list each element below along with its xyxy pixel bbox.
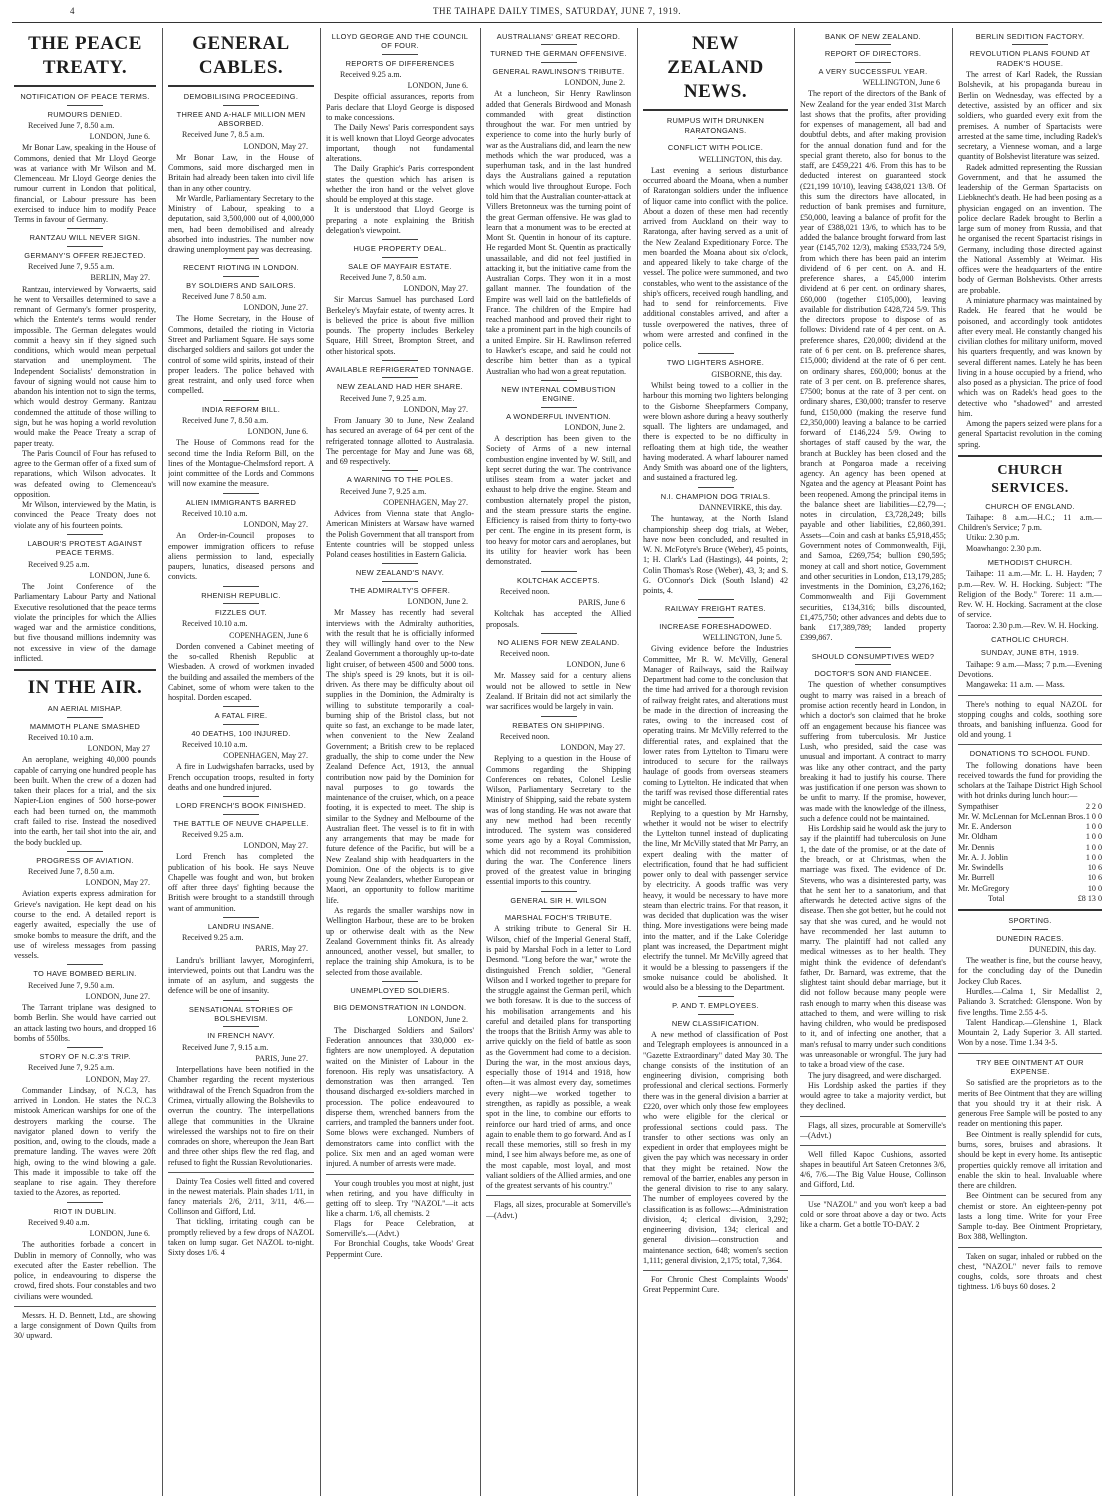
- paragraph: The jury disagreed, and were discharged.: [808, 1070, 942, 1080]
- dateline: LONDON, June 2.: [407, 1014, 468, 1024]
- donation-row: Mr. Dennis 1 0 0: [958, 842, 1102, 852]
- paragraph: Radek admitted representing the Russian Government, and that he assumed the leadership of the German Spartacists on Liebknecht's death. He had been posing as a physician engaged on an invention. The police declare Radek brought to Berlin a large sum of money from Russia, and that he organised the recent Spartacist risings in Germany, including those directed against the National Assembly at Weimar. His offices were the headquarters of the entire body of German Bolshevists. Other arrests are probable.: [958, 162, 1102, 295]
- subhead: DOCTOR'S SON AND FIANCEE.: [814, 669, 932, 679]
- dateline: WELLINGTON, June 5.: [702, 633, 782, 643]
- paragraph: Advices from Vienna state that Anglo-American Ministers at Warsaw have warned the Polish Government that all transport from Entente countries will be stopped unless Poland ceases hostilities in Eastern Galicia.: [326, 509, 474, 560]
- subhead: A FATAL FIRE.: [214, 711, 268, 721]
- page-number: 4: [70, 6, 75, 16]
- advertisement: Use "NAZOL" and you won't keep a bad cold or sore throat above a day or two. Acts like a charm. Get a bottle TO-DAY. 2: [800, 1199, 946, 1229]
- paragraph: The Home Secretary, in the House of Commons, detailed the rioting in Victoria Street and Parliament Square. He says some discharged soldiers and sailors got under the control of some wild spirits, instead of their proper leaders. The police behaved with great restraint, and only used force when compelled.: [168, 314, 314, 396]
- subhead: TWO LIGHTERS ASHORE.: [666, 358, 765, 368]
- paragraph: The Daily Graphic's Paris correspondent states the question which has arisen is whether the iron hand or the velvet glove should be employed at this stage.: [326, 164, 474, 205]
- subhead: LLOYD GEORGE AND THE COUNCIL OF FOUR.: [331, 32, 469, 51]
- dateline: PARIS, June 6: [578, 598, 625, 608]
- subhead: TRY BEE OINTMENT AT OUR EXPENSE.: [976, 1057, 1084, 1076]
- received-line: Received 10.10 a.m.: [28, 733, 94, 743]
- subhead: CONFLICT WITH POLICE.: [667, 143, 764, 153]
- subhead: MAMMOTH PLANE SMASHED: [29, 721, 141, 731]
- paragraph: A description has been given to the Society of Arms of a new internal combustion engine invented by W. Still, and kept secret during the war. The contrivance utilises steam from a water jacket and exhaust to help drive the engine. Steam and combustion alternately propel the piston, and the steam pressure starts the engine. Efficiency is raised from thirty to forty-two per cent. The engine in its present form, is too heavy for motor cars and aeroplanes, but its utility for heavier work has been demonstrated.: [486, 434, 631, 567]
- subhead: STORY OF N.C.3'S TRIP.: [39, 1052, 131, 1062]
- column-7: [958, 28, 1102, 1498]
- subhead: MARSHAL FOCH'S TRIBUTE.: [504, 913, 613, 923]
- received-line: Received June 7, 8.50 a.m.: [28, 867, 115, 877]
- paragraph: Moawhango: 2.30 p.m.: [966, 543, 1042, 553]
- received-line: Received June 7, 8.5 a.m.: [182, 130, 265, 140]
- subhead: NO ALIENS FOR NEW ZEALAND.: [497, 637, 620, 647]
- paragraph: The Daily News' Paris correspondent says it is well known that Lloyd George advocates important, though not fundamental alterations.: [326, 123, 474, 164]
- received-line: Received June 7, 8.50 a.m.: [340, 272, 427, 282]
- paragraph: Mr Wilson, interviewed by the Matin, is convinced the Peace Treaty does not violate any of his fourteen points.: [14, 500, 156, 530]
- column-rule: [794, 28, 795, 1496]
- received-line: Received June 7, 9.55 a.m.: [28, 262, 115, 272]
- subhead: THE ADMIRALTY'S OFFER.: [349, 585, 451, 595]
- dateline: LONDON, June 6.: [89, 1229, 150, 1239]
- column-rule: [162, 28, 163, 1496]
- received-line: Received June 7, 9.50 a.m.: [28, 980, 115, 990]
- paragraph: The arrest of Karl Radek, the Russian Bolshevik, at his propaganda bureau in Berlin on Wednesday, was effected by a detective, assisted by an officer and six soldiers, who guarded every exit from the premises. A number of Spartacists were arrested at the same time, including Radek's secretary, a Viennese woman, and a large quantity of Bolshevist literature was seized.: [958, 70, 1102, 162]
- subhead: THE BATTLE OF NEUVE CHAPELLE.: [173, 818, 309, 828]
- received-line: Received 9.25 a.m.: [28, 559, 90, 569]
- subhead: REPORT OF DIRECTORS.: [824, 49, 922, 59]
- paragraph: Despite official assurances, reports from Paris declare that Lloyd George is disposed to make concessions.: [326, 92, 474, 123]
- subhead: INCREASE FORESHADOWED.: [659, 621, 772, 631]
- heading-peace-treaty: THE PEACE TREATY.: [28, 33, 142, 79]
- paragraph: His Lordship said he would ask the jury to say if the plaintiff had tuberculosis on June 1, the date of the promise, or at the date of the breach, or at Christmas, when the marriage was fixed. The evidence of Dr. Stevens, who was a disinterested party, was that he sent her to a sanatorium, and that afterwards he detected active signs of the disease. Then she got better, but he could not say that she was cured, and he would not have recommended her last autumn to marry. The plaintiff had not called any medical witnesses as to her health. They might think the evidence of defendant's father, Dr. Barnard, was extreme, that the slightest taint should debar marriage, but it did not follow because many people were rash enough to marry when this disease was attached to them, and were willing to risk having children, who would be predisposed to it, and of infecting one another, that a man's refusal to marry under such conditions was unreasonable or wrongful. The jury had to take a broad view of the case.: [800, 824, 946, 1070]
- dateline: LONDON, June 27.: [85, 991, 150, 1001]
- subhead: GENERAL SIR H. WILSON: [510, 895, 607, 905]
- dateline: LONDON, June 6.: [407, 81, 468, 91]
- paragraph: Mr Massey has recently had several interviews with the Admiralty authorities, with the result that he is officially informed they will willingly hand over to the New Zealand Government a thoroughly up-to-date light cruiser, of between 4500 and 5000 tons. The ship's speed is 29 knots, but it is oil-driven. As there may be difficulty about oil supplies in the Dominion, the Admiralty is willing to substitute temporarily a coal-burning ship of the Bristol class, but not quite so fast, an exchange to be made later, when convenient to the New Zealand Government; a British crew to be replaced gradually, the ship to come under the New Zealand Defence Act, 1913, the annual contribution now paid by the Dominion for naval purposes to go towards the maintenance of the cruiser, which, on a peace footing, it is expected to meet. The ship is similar to the Sydney and Melbourne of the Australian fleet. The vessel is to fit in with any arrangements that may be made for future defence of the Pacific, but will be a New Zealand ship with headquarters in the Dominion. One of the objects is to give young New Zealanders, whether European or Maori, an opportunity to follow maritime life.: [326, 608, 474, 905]
- advertisement: For Chronic Chest Complaints Woods' Great Peppermint Cure.: [643, 1275, 788, 1295]
- paragraph: Dorden convened a Cabinet meeting of the so-called Rhenish Republic at Wiesbaden. A crowd of workmen invaded the building and assailed the members of the Cabinet, some of whom were taken to the hospital. Dorden escaped.: [168, 641, 314, 703]
- subhead: NEW ZEALAND HAD HER SHARE.: [336, 382, 464, 392]
- received-line: Received 10.10 a.m.: [182, 619, 248, 629]
- donation-row: Mr. Swindells 10 6: [958, 863, 1102, 873]
- paragraph: Mr. Massey said for a century aliens would not be allowed to settle in New Zealand. If Britain did not act similarly the war sacrifices would be largely in vain.: [486, 671, 631, 712]
- paragraph: From January 30 to June, New Zealand has secured an average of 64 per cent of the refrigerated tonnage allotted to Australasia. The percentage for May and June was 68, and 69 respectively.: [326, 415, 474, 467]
- subhead: GENERAL RAWLINSON'S TRIBUTE.: [492, 66, 625, 76]
- column-rule: [952, 28, 953, 1496]
- received-line: Received 9.25 a.m.: [182, 830, 244, 840]
- top-rule: [12, 22, 1102, 23]
- advertisement: Your cough troubles you most at night, just when retiring, and you have difficulty in getting off to sleep. Try "NAZOL"—it acts like a charm. 1/6, all chemists. 2: [326, 1178, 474, 1218]
- dateline: COPENHAGEN, June 6: [229, 630, 308, 640]
- masthead-title: THE TAIHAPE DAILY TIMES, SATURDAY, JUNE 7, 1919.: [433, 6, 681, 16]
- received-line: Received noon.: [500, 586, 550, 596]
- advertisement: For Bronchial Coughs, take Woods' Great Peppermint Cure.: [326, 1239, 474, 1259]
- dateline: PARIS, June 27.: [255, 1054, 308, 1064]
- subhead: RECENT RIOTING IN LONDON.: [183, 263, 299, 273]
- dateline: WELLINGTON, June 6: [862, 78, 940, 88]
- column-4: [486, 28, 631, 1498]
- dateline: LONDON, June 2.: [564, 422, 625, 432]
- subhead: RHENISH REPUBLIC.: [201, 590, 281, 600]
- subhead: AVAILABLE REFRIGERATED TONNAGE.: [326, 364, 474, 374]
- dateline: LONDON, May 27.: [243, 841, 308, 851]
- subhead: N.I. CHAMPION DOG TRIALS.: [660, 491, 771, 501]
- received-line: Received 9.40 a.m.: [28, 1218, 90, 1228]
- subhead: TO HAVE BOMBED BERLIN.: [33, 969, 137, 979]
- donation-row: Mr. A. J. Joblin 1 0 0: [958, 852, 1102, 862]
- subhead: NEW INTERNAL COMBUSTION ENGINE.: [501, 384, 616, 404]
- column-2: [168, 28, 314, 1498]
- dateline: LONDON, June 6: [566, 660, 625, 670]
- subhead: A WONDERFUL INVENTION.: [506, 411, 611, 421]
- subhead: NEW CLASSIFICATION.: [671, 1018, 760, 1028]
- subhead: ALIEN IMMIGRANTS BARRED: [185, 497, 297, 507]
- advertisement: Dainty Tea Cosies well fitted and covered in the newest materials. Plain shades 1/11, in fancy materials 2/6, 2/11, 3/11, 4/6.—Collinson and Gifford, Ltd.: [168, 1176, 314, 1217]
- subhead: RIOT IN DUBLIN.: [53, 1206, 117, 1216]
- received-line: Received June 7, 9.25 a.m.: [340, 486, 427, 496]
- subhead: HUGE PROPERTY DEAL.: [353, 244, 447, 254]
- subhead: DUNEDIN RACES.: [996, 933, 1064, 943]
- paragraph: Utiku: 2.30 p.m.: [966, 533, 1020, 543]
- paragraph: Taihape: 11 a.m.—Mr. L. H. Hayden; 7 p.m.—Rev. W. H. Hocking. Subject: "The Religion of the Body." Torere: 11 a.m.—Rev. W. H. Hocking. Sacrament at the close of service.: [958, 569, 1102, 620]
- received-line: Received 10.10 a.m.: [182, 509, 248, 519]
- paragraph: Whilst being towed to a collier in the harbour this morning two lighters belonging to the Gisborne Sheepfarmers Company, were blown ashore during a heavy southerly squall. The lighters are undamaged, and there is expected to be no difficulty in refloating them at high tide, the weather having moderated. A wharf labourer named Andy Smith was aboard one of the lighters, and sustained a fractured leg.: [643, 381, 788, 483]
- column-1: [14, 28, 156, 1498]
- paragraph: A striking tribute to General Sir H. Wilson, chief of the Imperial General Staff, is paid by Marshal Foch in a letter to Lord Desmond. "Long before the war," wrote the distinguished French soldier, "General Wilson and I worked together to prepare for the struggle against the German peril, which we both foresaw. It is due to the success of his mobilisation arrangements and his careful and detailed plans for transporting the troops that the British Army was able to arrive quickly on the field of battle as soon as the Government had come to a decision. During the war, in the most anxious days, especially those of 1914 and 1918, how often—it was almost every day, sometimes every night—we worked together to strengthen, as rapidly as possible, a weak spot in the line, to combine our efforts to reinforce our hard tried of arms, and once again to enable them to go forward. And as I recall these memories, still so fresh in my mind, I see him always before me, as one of the most capable, most loyal, and most valiant soldiers of the Allied armies, and one of the greatest servants of his country.": [486, 924, 631, 1191]
- paragraph: Giving evidence before the Industries Committee, Mr R. W. McVilly, General Manager of Railways, said the Railway Department had come to the conclusion that the time had arrived for a thorough revision of railway freight rates, and alterations must be made in the direction of increasing the rates, owing to the increased cost of operating trains. Mr McVilly referred to the differential rates, and explained that the lower rates from Lyttelton to Timaru were introduced to secure for the railways haulage of goods from overseas steamers coming to Lyttelton. He indicated that when the tariff was revised those differential rates might be cancelled.: [643, 644, 788, 808]
- dateline: LONDON, May 27.: [403, 284, 468, 294]
- paragraph: Replying to a question by Mr Harnsby, whether it would not be wiser to electrify the Lyttelton tunnel instead of duplicating the line, Mr McVilly stated that Mr Parry, an expert dealing with the matter of electrification, found that he had sufficient power only to deal with passenger service by electricity. A goods traffic was very heavy, it would be necessary to have more steam than electric trains. For that reason, it was decided that duplication was the wiser thing. More investigations were being made into the matter, and if the Lake Coleridge plant was increased, the Department might electrify the tunnel. Mr McVilly agreed that it would be a blessing to passengers if the smoke nuisance could be abolished. It would also be a blessing to the Department.: [643, 808, 788, 993]
- paragraph: Replying to a question in the House of Commons regarding the Shipping Conferences on rebates, Colonel Leslie Wilson, Parliamentary Secretary to the Ministry of Shipping, said the rebate system was of long standing. He was not aware that any new method had been recently introduced. The system was considered some years ago by a Royal Commission, which did not recommend its prohibition during the war. The Conference liners proved of the greatest value in bringing essential imports to this country.: [486, 754, 631, 887]
- subhead: INDIA REFORM BILL.: [201, 404, 281, 414]
- received-line: Received June 7, 8.50 a.m.: [182, 416, 269, 425]
- paragraph: The Discharged Soldiers and Sailors' Federation announces that 330,000 ex-fighters are now unemployed. A deputation waited on the Minister of Labour in the forenoon. His reply was unsatisfactory. A demonstration was then arranged. Ten thousand discharged ex-soldiers marched in procession. The police endeavoured to disperse them, wrenched banners from the carriers, and trampled the banners under foot. Some blows were exchanged. Numbers of demonstrators came into conflict with the police. Six men and an aged woman were injured. A number of arrests were made.: [326, 1025, 474, 1169]
- paragraph: Taihape: 8 a.m.—H.C.; 11 a.m.—Children's Service; 7 p.m.: [958, 512, 1102, 533]
- subhead: AN AERIAL MISHAP.: [47, 704, 123, 714]
- paragraph: The Paris Council of Four has refused to agree to the German offer of a fixed sum of reparations, which Wilson advocates. It was defeated owing to Clemenceau's opposition.: [14, 448, 156, 499]
- donation-row: Mr. McGregory 10 0: [958, 883, 1102, 893]
- subhead: RUMOURS DENIED.: [47, 109, 123, 119]
- subhead: SPORTING.: [1008, 916, 1052, 926]
- dateline: DUNEDIN, this day.: [1028, 945, 1096, 955]
- column-3: [326, 28, 474, 1498]
- column-rule: [637, 28, 638, 1496]
- received-line: Received June 7, 8.50 a.m.: [28, 121, 115, 131]
- dateline: LONDON, May 27: [87, 744, 150, 754]
- paragraph: The Joint Conference of the Parliamentary Labour Party and National Executive resolutioned that the peace terms violate the principles for which the Allies waged war and the armistice conditions, but five thousand millions indemnity was not excessive in view of the damage inflicted.: [14, 582, 156, 663]
- dateline: LONDON, June 6.: [247, 427, 308, 437]
- received-line: Received June 7, 9.25 a.m.: [340, 393, 427, 403]
- dateline: PARIS, May 27.: [255, 944, 308, 954]
- subhead: DEMOBILISING PROCEEDING.: [183, 92, 299, 102]
- paragraph: So satisfied are the proprietors as to the merits of Bee Ointment that they are willing that you should try it at their risk. A generous Free Sample will be posted to any reader on mentioning this paper.: [958, 1078, 1102, 1129]
- subhead: CATHOLIC CHURCH.: [991, 634, 1069, 644]
- subhead: 40 DEATHS, 100 INJURED.: [191, 728, 291, 738]
- dateline: COPENHAGEN, May 27.: [223, 751, 308, 761]
- subhead: DONATIONS TO SCHOOL FUND.: [969, 749, 1091, 759]
- received-line: Received noon.: [500, 731, 550, 741]
- paragraph: Mr Bonar Law, in the House of Commons, said more discharged men in Britain had already been taken into civil life than in any other country.: [168, 152, 314, 193]
- paragraph: Interpellations have been notified in the Chamber regarding the recent mysterious withdrawal of the French Squadron from the Crimea, virtually allowing the Bolsheviks to overrun the country. The interpellations allege that communities in the Ukraine wirelessed the warships not to fire on their comrades on shore, whereupon the Jean Bart and three other ships flew the red flag, and refused to fight the Russian Revolutionaries.: [168, 1065, 314, 1167]
- paragraph: Lord French has completed the publication of his book. He says Neuve Chapelle was fought and won, but broken off after three days' fighting because the British were brought to a standstill through want of ammunition.: [168, 852, 314, 913]
- paragraph: Mr Bonar Law, speaking in the House of Commons, denied that Mr Lloyd George was at variance with Mr Wilson and M. Clemenceau. Mr Lloyd George denies the rumour current in London that political, financial, or Labour pressure has been exercised to induce him to modify Peace Terms in favour of Germany.: [14, 143, 156, 225]
- column-6: [800, 28, 946, 1498]
- dateline: LONDON, May 27.: [243, 520, 308, 530]
- advertisement: Well filled Kapoc Cushions, assorted shapes in beautiful Art Sateen Cretonnes 3/6, 4/6, 7/6.—The Big Value House, Collinson and Gifford, Ltd.: [800, 1149, 946, 1190]
- donation-row: Sympathiser 2 2 0: [958, 801, 1102, 811]
- paragraph: An aeroplane, weighing 40,000 pounds capable of carrying one hundred people has been built. When the crew of a dozen had taken their places for a trial, and the six Napier-Lion engines of 500 horse-power each had been turned on, the mammoth craft failed to rise. Instead the nosedived into the earth, her tail shot into the air, and the body buckled up.: [14, 755, 156, 847]
- subhead: KOLTCHAK ACCEPTS.: [517, 575, 600, 585]
- dateline: GISBORNE, this day.: [711, 369, 782, 379]
- paragraph: Commander Lindsay, of N.C.3, has arrived in London. He states the N.C.3 mistook American warships for one of the destroyers marking the course. The navigator planed down to verify the position, and, owing to the clouds, made a premature landing. The waves were 20ft high, owing to the wind blowing a gale. This made it impossible to take off the seaplane to rise again. They therefore taxied to the Azores, as reported.: [14, 1085, 156, 1198]
- paragraph: At a luncheon, Sir Henry Rawlinson added that Generals Birdwood and Monash commanded with great distinction throughout the war. For men untried by experience to come into the hurly burly of war as the Australians did, and learn the new methods which the war produced, was a superhuman task, and in the last hundred days the Australians gained a reputation which would live throughout Europe. Foch told him that the Australian counter-attack at Villers Bretonneux was the turning point of the great German offensive. He was glad to learn that a monument was to be erected at Mont St. Quentin in honour of its capture. He regarded Mont St. Quentin as practically unassailable, and did not feel justified in attacking it, but the initiative came from the Australian Corps. They won it in a most gallant manner. The foundation of the Empire was well laid on the battlefields of France. The children of the Empire had reached manhood and proved their right to take a prominent part in the high councils of a united Empire. Sir H. Rawlinson referred to Hawker's escape, and said he could not describe him better than as a typical Australian who had won a great reputation.: [486, 89, 631, 376]
- paragraph: Landru's brilliant lawyer, Moroginferri, interviewed, points out that Landru was the inmate of an asylum, and suggests the defence will be one of insanity.: [168, 955, 314, 996]
- subhead: SALE OF MAYFAIR ESTATE.: [348, 261, 452, 271]
- dateline: LONDON, May 27.: [560, 743, 625, 753]
- paragraph: Last evening a serious disturbance occurred aboard the Moana, when a number of Raratongan soldiers under the influence of liquor came into conflict with the police. About a dozen of these men had recently arrived from Auckland on their way to Raratonga, after having served as a unit of the New Zealand Expeditionary Force. The men boarded the Moana about six o'clock, and appeared likely to take charge of the vessel. The police were summoned, and two constables, who went to the assistance of the ship's officers, received rough handling, and had to send for reinforcements. Five additional constables arrived, and after a tussle overpowered the natives, three of whom were arrested and confined in the police cells.: [643, 165, 788, 350]
- paragraph: Sir Marcus Samuel has purchased Lord Berkeley's Mayfair estate, of twenty acres. It is believed the price is about five million pounds. The property includes Berkeley Square, Hill Street, Brompton Street, and other historical spots.: [326, 295, 474, 356]
- donation-list: [958, 802, 1102, 905]
- subhead: RANTZAU WILL NEVER SIGN.: [29, 233, 141, 243]
- paragraph: Taihape: 9 a.m.—Mass; 7 p.m.—Evening Devotions.: [958, 659, 1102, 680]
- paragraph: The report of the directors of the Bank of New Zealand for the year ended 31st March last shows that the profits, after providing for expenses of management, all bad and doubtful debts, and after making provision for the annual donation fund and for the special grant thereto, also for bonus to the staff, are £459,221 4/6. From this has to be deducted interest on guaranteed stock (£21,199 10/10), leaving £438,021 13/8. Of this sum the directors have allocated, in reduction of bank premises and furniture, £50,000, leaving a balance of profit for the year of £388,021 13/6, to which has to be added the balance brought forward from last year (£145,702 12/3), making £533,724 5/9, from which there has been paid an interim dividend of 6 per cent. on A. and H. preference shares, a £45,000 interim dividend at 6 per cent. on ordinary shares, £60,000 (together £105,000), leaving available for distribution £428,724 5/9. This the directors propose to dispose of as follows: Dividend rate of 4 per cent. on A. preference shares, £20,000; dividend at the rate of 6 per cent. on B. preference shares, £15,000; dividend at the rate of 6 per cent. on ordinary shares, £60,000; bonus at the rate of 3 per cent. on B. preference shares, £7500; bonus at the rate of 3 per cent. on ordinary shares, £30,000; transfer to reserve fund, £150,000 (making the reserve fund £2,350,000) leaving a balance to be carried forward of £146,224 5/9. Owing to shortages of staff caused by the war, the branch at Buckley has been closed and the branch at Pongaroa made a receiving agency. An agency has been opened at Ngatea and the agency at Pleasant Point has been reopened. Among the principal items in the balance sheet are liabilities—£2,79—; notes in circulation, £3,728,249; bills payable and other liabilities, £2,860,391. Assets—Coin and cash at banks £5,918,455; Government notes of Commonwealth, Fiji, and Samoa, £269,754; bullion £90,595; money at call and short notice, Government and other securities in London, £13,179,285; investments in the Dominion, £3,276,162; Commonwealth and Fiji Government securities, £134,316; bills discounted, £1,475,750; other advances and debts due to bank £17,389,789; landed property £399,867.: [800, 89, 946, 643]
- paragraph: A miniature pharmacy was maintained by Radek. He feared that he would be poisoned, and accordingly took antidotes after every meal. He constantly changed his civilian clothes for military uniform, moved his quarters frequently, and was known by several different names. Lately he has been living in a house occupied by a friend, who also posed as a physician. The price of food which was on Radek's head goes to the detective who "shadowed" and arrested him.: [958, 296, 1102, 418]
- paragraph: His Lordship asked the parties if they would agree to take a majority verdict, but they declined.: [800, 1080, 946, 1111]
- donation-row: Mr. W. McLennan for McLennan Bros. 1 0 0: [958, 811, 1102, 821]
- heading-general-cables: GENERAL CABLES.: [192, 33, 290, 79]
- dateline: LONDON, May 27.: [403, 404, 468, 414]
- paragraph: Aviation experts express admiration for Grieve's navigation. He kept dead on his course to the end. A detailed report is eagerly awaited, especially the use of smoke bombs to measure the drift, and the use of wireless messages from passing vessels.: [14, 889, 156, 961]
- dateline: LONDON, June 2.: [407, 597, 468, 607]
- dateline: LONDON, June 6.: [89, 132, 150, 142]
- donation-row: Mr. E. Anderson 1 0 0: [958, 822, 1102, 832]
- dateline: BERLIN, May 27.: [90, 273, 150, 283]
- advertisement: Taken on sugar, inhaled or rubbed on the chest, "NAZOL" never fails to remove coughs, colds, sore throats and chest tightness. 1/6 buys 60 doses. 2: [958, 1251, 1102, 1292]
- paragraph: The House of Commons read for the second time the India Reform Bill, on the lines of the Montague-Chelmsford report. A joint committee of the Lords and Commons will now examine the measure.: [168, 438, 314, 489]
- subhead: A WARNING TO THE POLES.: [346, 475, 454, 485]
- paragraph: Talent Handicap.—Glenshine 1, Black Mountain 2, Lady Superior 3. All started. Won by a nose. Time 1.34 3-5.: [958, 1017, 1102, 1048]
- dateline: WELLINGTON, this day.: [698, 154, 782, 164]
- paragraph: The authorities forbade a concert in Dublin in memory of Connolly, who was executed after the Easter rebellion. The police, in endeavouring to disperse the crowd, fired shots. Four constables and two civilians were wounded.: [14, 1240, 156, 1301]
- paragraph: The question of whether consumptives ought to marry was raised in a breach of promise action recently heard in London, in which a doctor's son claimed that he broke off an engagement because his fiancee was suffering from tuberculosis. Mr Justice Lush, who presided, said the case was unusual and important. A contract to marry was like any other contract, and the party breaking it had to justify his course. There was justification if one person was shown to be unfit to marry. If the promise, however, was made with the knowledge of the illness, such a defence could not be maintained.: [800, 680, 946, 823]
- subhead: RUMPUS WITH DRUNKEN RARATONGANS.: [666, 116, 765, 135]
- subhead: REBATES ON SHIPPING.: [512, 720, 605, 730]
- subhead: TURNED THE GERMAN OFFENSIVE.: [490, 49, 627, 59]
- paragraph: Among the papers seized were plans for a general Spartacist revolution in the coming spring.: [958, 419, 1102, 449]
- donation-row: Mr. Oldham 1 0 0: [958, 832, 1102, 842]
- subhead: BIG DEMONSTRATION IN LONDON.: [333, 1003, 467, 1013]
- subhead: BERLIN SEDITION FACTORY.: [975, 32, 1085, 41]
- received-line: Received noon.: [500, 649, 550, 659]
- donation-total: Total £8 13 0: [988, 894, 1102, 904]
- dateline: LONDON, May 27.: [243, 141, 308, 151]
- advertisement: There's nothing to equal NAZOL for stopping coughs and colds, soothing sore throats, and banishing influenza. Good for old and young. 1: [958, 699, 1102, 740]
- received-line: Received 9.25 a.m.: [182, 933, 244, 943]
- received-line: Received June 7 8.50 a.m.: [182, 292, 267, 302]
- paragraph: It is understood that Lloyd George is preparing a note explaining the British delegation's viewpoint.: [326, 205, 474, 235]
- dateline: LONDON, May 27.: [85, 1074, 150, 1084]
- received-line: Received June 7, 9.15 a.m.: [182, 1042, 269, 1052]
- heading-church-services: CHURCH SERVICES.: [991, 463, 1069, 496]
- column-5: [643, 28, 788, 1498]
- paragraph: A new method of classification of Post and Telegraph employees is announced in a "Gazette Extraordinary" dated May 30. The change consists of the institution of an engineering division, comprising both professional and clerical sections. Formerly there was in the general division a barrier at £220, over which only those few employees who were eligible for the clerical or professional sections could pass. The transfer to other sections was only an expedient in order that employees might be given the pay which was necessary in order that they might be retained. Now the removal of the barrier, enables any person in the general division to rise to any salary. The number of employees covered by the classification is as follows:—Administration division, 4; clerical division, 3,292; engineering division, 134; clerical and general division—construction and maintenance section, 648; women's section 1,111; general division, 2,175; total, 7,364.: [643, 1030, 788, 1265]
- dateline: DANNEVIRKE, this day.: [698, 503, 782, 513]
- subhead: SUNDAY, JUNE 8TH, 1919.: [980, 648, 1080, 658]
- advertisement: That tickling, irritating cough can be promptly relieved by a few drops of NAZOL taken on lump sugar. Get NAZOL to-night. Sixty doses 1/6. 4: [168, 1217, 314, 1257]
- donation-row: Mr. Burrell 10 6: [958, 873, 1102, 883]
- subhead: BANK OF NEW ZEALAND.: [825, 32, 921, 41]
- subhead: LABOUR'S PROTEST AGAINST PEACE TERMS.: [27, 538, 143, 558]
- subhead: CHURCH OF ENGLAND.: [985, 501, 1075, 511]
- subhead: PROGRESS OF AVIATION.: [36, 855, 134, 865]
- subhead: REPORTS OF DIFFERENCES: [345, 58, 455, 68]
- paragraph: Bee Ointment is really splendid for cuts, burns, sores, bruises and abrasions. It should be kept in every home. Its antiseptic properties quickly remove all irritation and enable the skin to heal. Invaluable where there are children.: [958, 1129, 1102, 1191]
- heading-new-zealand-news: NEW ZEALAND NEWS.: [667, 33, 764, 103]
- dateline: COPENHAGEN, May 27.: [383, 497, 468, 507]
- paragraph: As regards the smaller warships now in Wellington Harbour, these are to be broken up or otherwise dealt with as the New Zealand Government thinks fit. As already announced, another vessel, but smaller, to replace the training ship Amokura, is to be selected from those available.: [326, 905, 474, 977]
- paragraph: Mangaweka: 11 a.m. — Mass.: [966, 680, 1065, 690]
- subhead: LANDRU INSANE.: [207, 921, 275, 931]
- subhead: RAILWAY FREIGHT RATES.: [665, 604, 766, 614]
- dateline: LONDON, May 27.: [85, 878, 150, 888]
- heading-in-the-air: IN THE AIR.: [27, 677, 143, 699]
- subhead: REVOLUTION PLANS FOUND AT RADEK'S HOUSE.: [969, 49, 1091, 68]
- paragraph: Mr Wardle, Parliamentary Secretary to the Ministry of Labour, speaking to a deputation, said 3,500,000 out of 4,000,000 men, had been demobilised and already absorbed into industries. The number now drawing unemployment pay was decreasing.: [168, 193, 314, 255]
- subhead: SHOULD CONSUMPTIVES WED?: [811, 651, 935, 661]
- paragraph: Rantzau, interviewed by Vorwaerts, said he went to Versailles determined to save a remnant of Germany's former prosperity, which the Entente's terms would render impossible. The German delegates would commit a heavy sin if they signed such conditions, which would mean perpetual starvation and unemployment. The Independent Socialists' demonstration in favour of signing would not cause him to abandon his intention not to sign the terms, which would destroy Germany. Rantzau condemned the attitude of those willing to sign, but he was hoping a world revolution would make the Peace Treaty a scrap of paper treaty.: [14, 284, 156, 448]
- advertisement: Flags, all sizes, procurable at Somerville's—(Advt.): [800, 1120, 946, 1140]
- paragraph: A fire in Ludwigshafen barracks, used by French occupation troops, resulted in forty deaths and one hundred injured.: [168, 762, 314, 792]
- received-line: Received June 7, 9.25 a.m.: [28, 1063, 115, 1073]
- dateline: LONDON, June 6.: [89, 570, 150, 580]
- subhead: GERMANY'S OFFER REJECTED.: [24, 250, 146, 260]
- advertisement: Flags for Peace Celebration, at Somerville's.—(Advt.): [326, 1219, 474, 1239]
- paragraph: Koltchak has accepted the Allied proposals.: [486, 609, 631, 629]
- subhead: NEW ZEALAND'S NAVY.: [355, 568, 445, 578]
- subhead: LORD FRENCH'S BOOK FINISHED.: [175, 801, 307, 811]
- paragraph: Bee Ointment can be secured from any chemist or store. An eighteen-penny pot lasts a long time. Write for your Free Sample to-day. Bee Ointment Proprietary, Box 388, Wellington.: [958, 1191, 1102, 1242]
- paragraph: The Tarrant triplane was designed to bomb Berlin. She would have carried out an attack lasting two hours, and dropped 16 bombs of 550lbs.: [14, 1003, 156, 1043]
- subhead: UNEMPLOYED SOLDIERS.: [350, 985, 450, 995]
- subhead: BY SOLDIERS AND SAILORS.: [186, 280, 296, 290]
- masthead: [0, 0, 1114, 22]
- paragraph: Taoroa: 2.30 p.m.—Rev. W. H. Hocking.: [966, 620, 1099, 630]
- subhead: IN FRENCH NAVY.: [207, 1031, 275, 1041]
- subhead: METHODIST CHURCH.: [987, 557, 1073, 567]
- subhead: FIZZLES OUT.: [214, 608, 268, 618]
- paragraph: The weather is fine, but the course heavy, for the concluding day of the Dunedin Jockey Club Races.: [958, 956, 1102, 986]
- paragraph: The huntaway, at the North Island championship sheep dog trials, at Weber, have now been concluded, and resulted in W. N. McFotyre's Bruce (Weber), 45 points, 1; H. Clark's Lad (Hastings), 44 points, 2; Colin Thomas's Rose (Weber), 43, 3; and S. G. O'Connor's Dick (South Island) 42 points, 4.: [643, 514, 788, 596]
- subhead: P. AND T. EMPLOYEES.: [672, 1001, 759, 1011]
- paragraph: The following donations have been received towards the fund for providing the scholars at the Taihape District High School with hot drinks during lunch hour:—: [958, 760, 1102, 801]
- subhead: THREE AND A-HALF MILLION MEN ABSORBED.: [176, 109, 306, 129]
- subhead: AUSTRALIANS' GREAT RECORD.: [496, 32, 621, 41]
- paragraph: Hurdles.—Calma 1, Sir Medallist 2, Paliando 3. Scratched: Glenspone. Won by five lengths. Time 2.55 4-5.: [958, 987, 1102, 1017]
- paragraph: An Order-in-Council proposes to empower immigration officers to refuse aliens permission to land, especially paupers, lunatics, diseased persons and convicts.: [168, 531, 314, 582]
- advertisement: Flags, all sizes, procurable at Somerville's—(Advt.): [486, 1200, 631, 1220]
- received-line: Received 9.25 a.m.: [340, 70, 402, 80]
- column-rule: [480, 28, 481, 1496]
- advertisement: Messrs. H. D. Bennett, Ltd., are showing a large consignment of Down Quilts from 30/ upward.: [14, 1311, 156, 1341]
- subhead: NOTIFICATION OF PEACE TERMS.: [20, 92, 150, 102]
- dateline: LONDON, June 2.: [564, 78, 625, 88]
- subhead: A VERY SUCCESSFUL YEAR.: [818, 66, 928, 76]
- dateline: LONDON, June 27.: [243, 303, 308, 313]
- column-rule: [320, 28, 321, 1496]
- received-line: Received 10.10 a.m.: [182, 740, 248, 750]
- subhead: SENSATIONAL STORIES OF BOLSHEVISM.: [188, 1004, 294, 1024]
